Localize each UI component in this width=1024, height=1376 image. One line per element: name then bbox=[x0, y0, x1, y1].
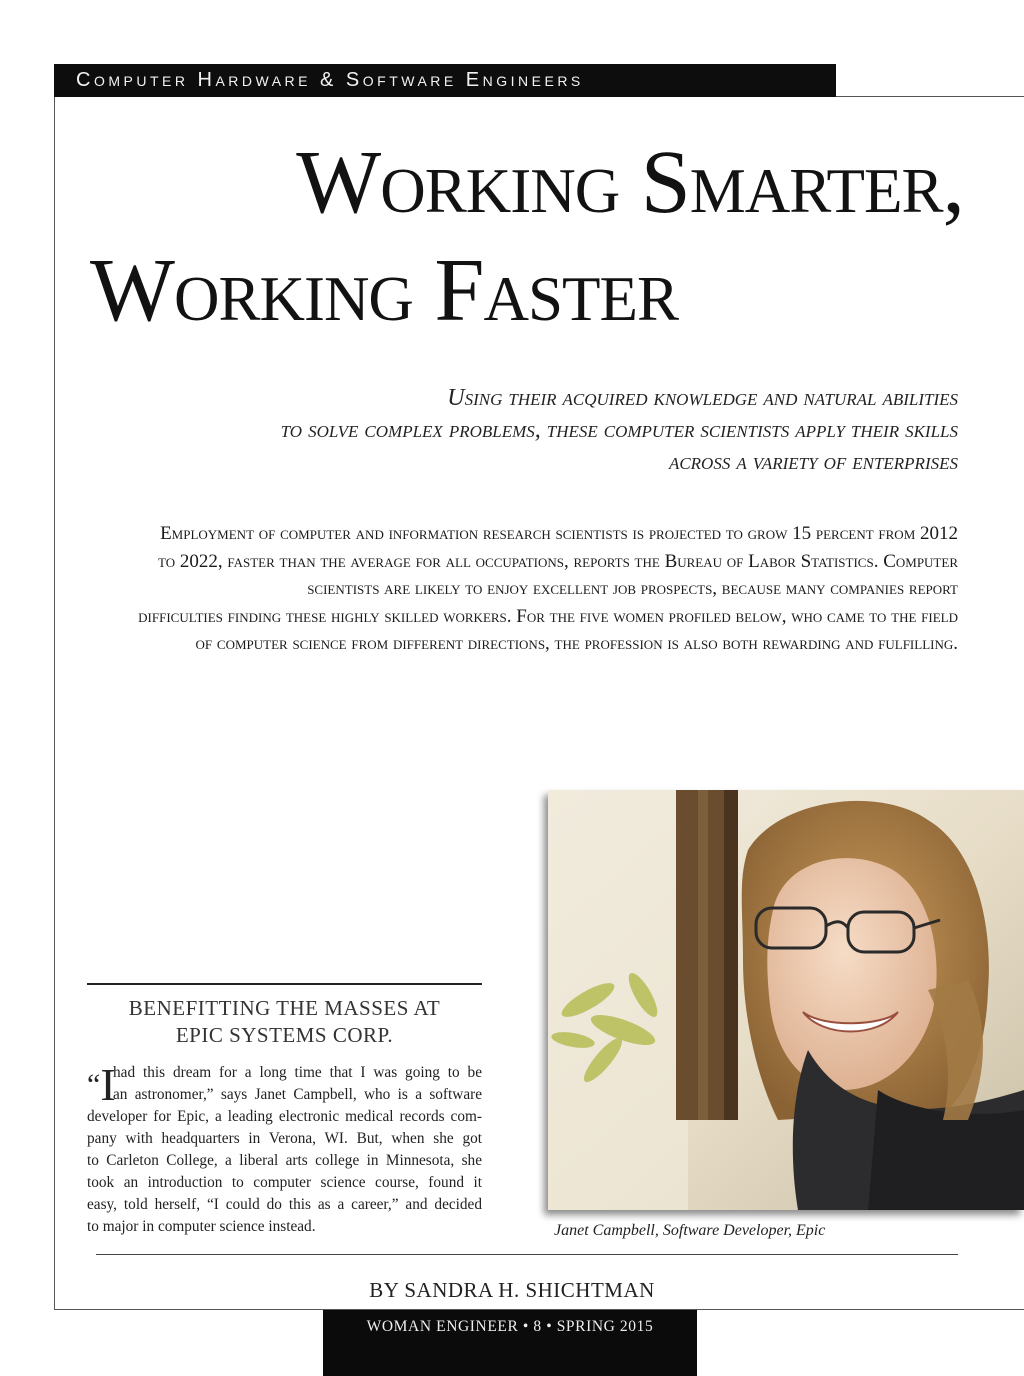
intro-paragraph bbox=[58, 520, 958, 658]
subtitle-line: to solve complex problems, these computer scientists apply their skills bbox=[280, 417, 958, 443]
author-byline: BY SANDRA H. SHICHTMAN bbox=[369, 1278, 655, 1302]
sidebar-heading bbox=[87, 995, 482, 1049]
photo-caption: Janet Campbell, Software Developer, Epic bbox=[554, 1222, 826, 1239]
page-frame-left bbox=[54, 96, 55, 1310]
intro-line: to 2022, faster than the average for all occupations, reports the Bureau of Labor Statistics. Computer bbox=[157, 550, 958, 572]
sidebar-text-line: had this dream for a long time that I was going to be bbox=[113, 1064, 482, 1081]
drop-cap-letter: I bbox=[100, 1059, 116, 1110]
intro-line: Employment of computer and information research scientists is projected to grow 15 percent from 2012 bbox=[160, 523, 958, 544]
sidebar-heading-line: EPIC SYSTEMS CORP. bbox=[175, 1023, 394, 1047]
sidebar-top-rule bbox=[87, 983, 482, 985]
sidebar-text-line: to major in computer science instead. bbox=[87, 1218, 316, 1235]
page-frame-top bbox=[836, 96, 1024, 97]
sidebar-text-line: to Carleton College, a liberal arts college in Minnesota, she bbox=[87, 1152, 482, 1169]
article-title-line-1: Working Smarter, bbox=[296, 133, 964, 232]
portrait-illustration bbox=[548, 790, 1024, 1210]
subtitle-line: Using their acquired knowledge and natural abilities bbox=[447, 385, 958, 411]
page-footer: WOMAN ENGINEER • 8 • SPRING 2015 bbox=[323, 1310, 697, 1376]
bottom-rule bbox=[96, 1254, 958, 1255]
intro-line: scientists are likely to enjoy excellent job prospects, because many companies report bbox=[307, 578, 958, 599]
subtitle-line: across a variety of enterprises bbox=[668, 449, 958, 475]
sidebar-text-line: pany with headquarters in Verona, WI. But, when she got bbox=[87, 1130, 482, 1147]
sidebar-text-line: developer for Epic, a leading electronic medical records com- bbox=[87, 1108, 482, 1125]
intro-line: of computer science from different directions, the profession is also both rewarding and fulfilling. bbox=[195, 633, 958, 654]
sidebar-body bbox=[87, 1059, 482, 1238]
sidebar-text-line: an astronomer,” says Janet Campbell, who is a software bbox=[113, 1086, 482, 1103]
sidebar-text-line: took an introduction to computer science course, found it bbox=[87, 1174, 482, 1191]
section-header-bar: Computer Hardware & Software Engineers bbox=[54, 64, 836, 97]
article-title-line-2: Working Faster bbox=[90, 241, 679, 340]
portrait-photo bbox=[548, 790, 1024, 1210]
sidebar-heading-line: BENEFITTING THE MASSES AT bbox=[128, 996, 441, 1020]
intro-line: difficulties finding these highly skilled workers. For the five women profiled below, who came to the field bbox=[138, 605, 958, 627]
article-subtitle bbox=[58, 382, 958, 478]
drop-cap-quote: “ bbox=[87, 1068, 101, 1101]
drop-cap bbox=[87, 1059, 116, 1110]
sidebar-text-line: easy, told herself, “I could do this as a career,” and decided bbox=[87, 1196, 482, 1213]
